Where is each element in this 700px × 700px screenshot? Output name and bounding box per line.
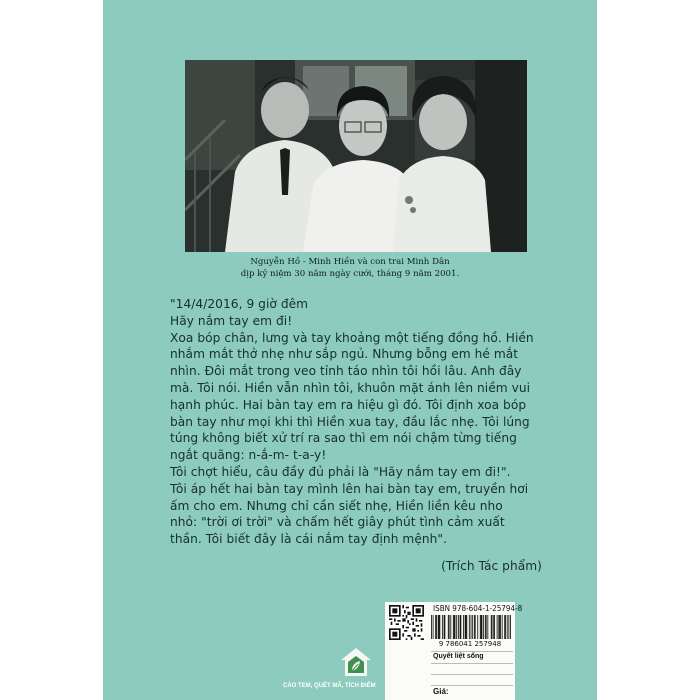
excerpt-line: Tôi chợt hiểu, câu đầy đủ phải là "Hãy nắm tay em đi!". (170, 464, 511, 479)
barcode-bar (466, 615, 467, 639)
barcode-bar (444, 615, 445, 639)
barcode-bar (474, 615, 475, 639)
barcode-bar (482, 615, 483, 639)
divider (431, 685, 513, 686)
barcode-bar (505, 615, 506, 639)
excerpt-line: bàn tay như mọi khi thì Hiền xua tay, đầu lắc nhẹ. Tôi lúng (170, 414, 530, 429)
excerpt-line: "14/4/2016, 9 giờ đêm (170, 297, 309, 311)
excerpt-source: (Trích Tác phẩm) (441, 558, 542, 573)
barcode-bar (439, 615, 440, 639)
barcode-bar (491, 615, 492, 639)
barcode-bar (453, 615, 454, 639)
barcode-bar (455, 615, 456, 639)
barcode-bar (449, 615, 450, 639)
barcode-bar (450, 615, 451, 639)
barcode-bar (508, 615, 509, 639)
excerpt-line: nhìn. Đôi mắt trong veo tỉnh táo nhìn tôi hồi lâu. Anh đây (170, 364, 522, 379)
divider (431, 651, 513, 652)
barcode-bar (460, 615, 461, 639)
photo-caption-line: dịp kỷ niệm 30 năm ngày cưới, tháng 9 năm 2001. (240, 269, 460, 279)
logo-caption: CÀO TEM, QUÉT MÃ, TÍCH ĐIỂM (283, 683, 376, 689)
barcode-bar (499, 615, 500, 639)
excerpt-line: ấm cho em. Nhưng chỉ cần siết nhẹ, Hiền liền kêu nho (170, 498, 503, 513)
barcode-bar (431, 615, 432, 639)
barcode-bar (463, 615, 464, 639)
barcode-panel (385, 602, 523, 700)
barcode-bar (456, 615, 457, 639)
barcode-bar (436, 615, 437, 639)
barcode-bar (435, 615, 436, 639)
barcode-bar (480, 615, 481, 639)
barcode-bar (444, 615, 445, 639)
barcode-bar (493, 615, 494, 639)
family-photo (185, 60, 527, 252)
barcode-number: 9 786041 257948 (438, 640, 502, 648)
barcode-bar (504, 615, 505, 639)
photo-caption (103, 256, 597, 280)
barcode-icon (431, 615, 511, 639)
barcode-bar (472, 615, 473, 639)
barcode-bar (454, 615, 455, 639)
barcode-bar (485, 615, 486, 639)
book-back-cover (103, 0, 597, 700)
barcode-bar (442, 615, 443, 639)
barcode-bar (466, 615, 467, 639)
barcode-bar (477, 615, 478, 639)
barcode-bar (438, 615, 439, 639)
excerpt-line: nhắm mắt thở nhẹ như sắp ngủ. Nhưng bỗng em hé mắt (170, 347, 519, 362)
isbn-text: ISBN 978-604-1-25794-8 (433, 604, 523, 613)
barcode-bar (502, 615, 503, 639)
barcode-bar (510, 615, 511, 639)
divider (431, 674, 513, 675)
book-excerpt (170, 296, 542, 575)
barcode-bar (448, 615, 449, 639)
book-title-small: Quyết liệt sống (433, 653, 484, 660)
barcode-bar (483, 615, 484, 639)
excerpt-line: ngắt quãng: n-ắ-m- t-a-y! (170, 448, 327, 463)
barcode-bar (475, 615, 476, 639)
barcode-bar (486, 615, 487, 639)
excerpt-line: Hãy nắm tay em đi! (170, 313, 293, 328)
publisher-logo-icon (339, 646, 373, 680)
photo-caption-line: Nguyễn Hồ - Minh Hiền và con trai Minh Dân (250, 257, 450, 267)
excerpt-line: mà. Tôi nói. Hiền vẫn nhìn tôi, khuôn mặt ánh lên niềm vui (170, 380, 531, 395)
barcode-bar (498, 615, 499, 639)
barcode-bar (439, 615, 440, 639)
excerpt-line: thần. Tôi biết đây là cái nắm tay định mệnh". (170, 532, 447, 547)
barcode-bar (494, 615, 495, 639)
barcode-bar (487, 615, 488, 639)
excerpt-line: túng không biết xử trí ra sao thì em nói chậm từng tiếng (170, 431, 517, 446)
price-label: Giá: (433, 687, 449, 696)
divider (431, 663, 513, 664)
barcode-bar (460, 615, 461, 639)
excerpt-line: Tôi áp hết hai bàn tay mình lên hai bàn tay em, truyền hơi (170, 481, 529, 496)
barcode-bar (469, 615, 470, 639)
barcode-bar (433, 615, 434, 639)
excerpt-line: hạnh phúc. Hai bàn tay em ra hiệu gì đó. Tôi định xoa bóp (170, 397, 527, 412)
barcode-bar (471, 615, 472, 639)
barcode-bar (507, 615, 508, 639)
family-photo-image (185, 60, 527, 252)
barcode-bar (492, 615, 493, 639)
excerpt-line: Xoa bóp chân, lưng và tay khoảng một tiếng đồng hồ. Hiền (170, 330, 534, 345)
excerpt-line: nhỏ: "trời ơi trời" và chấm hết giây phút tình cảm xuất (170, 515, 505, 530)
barcode-bar (458, 615, 459, 639)
barcode-bar (481, 615, 482, 639)
barcode-bar (497, 615, 498, 639)
barcode-bar (500, 615, 501, 639)
qr-code-icon[interactable] (389, 605, 424, 640)
barcode-bar (465, 615, 466, 639)
